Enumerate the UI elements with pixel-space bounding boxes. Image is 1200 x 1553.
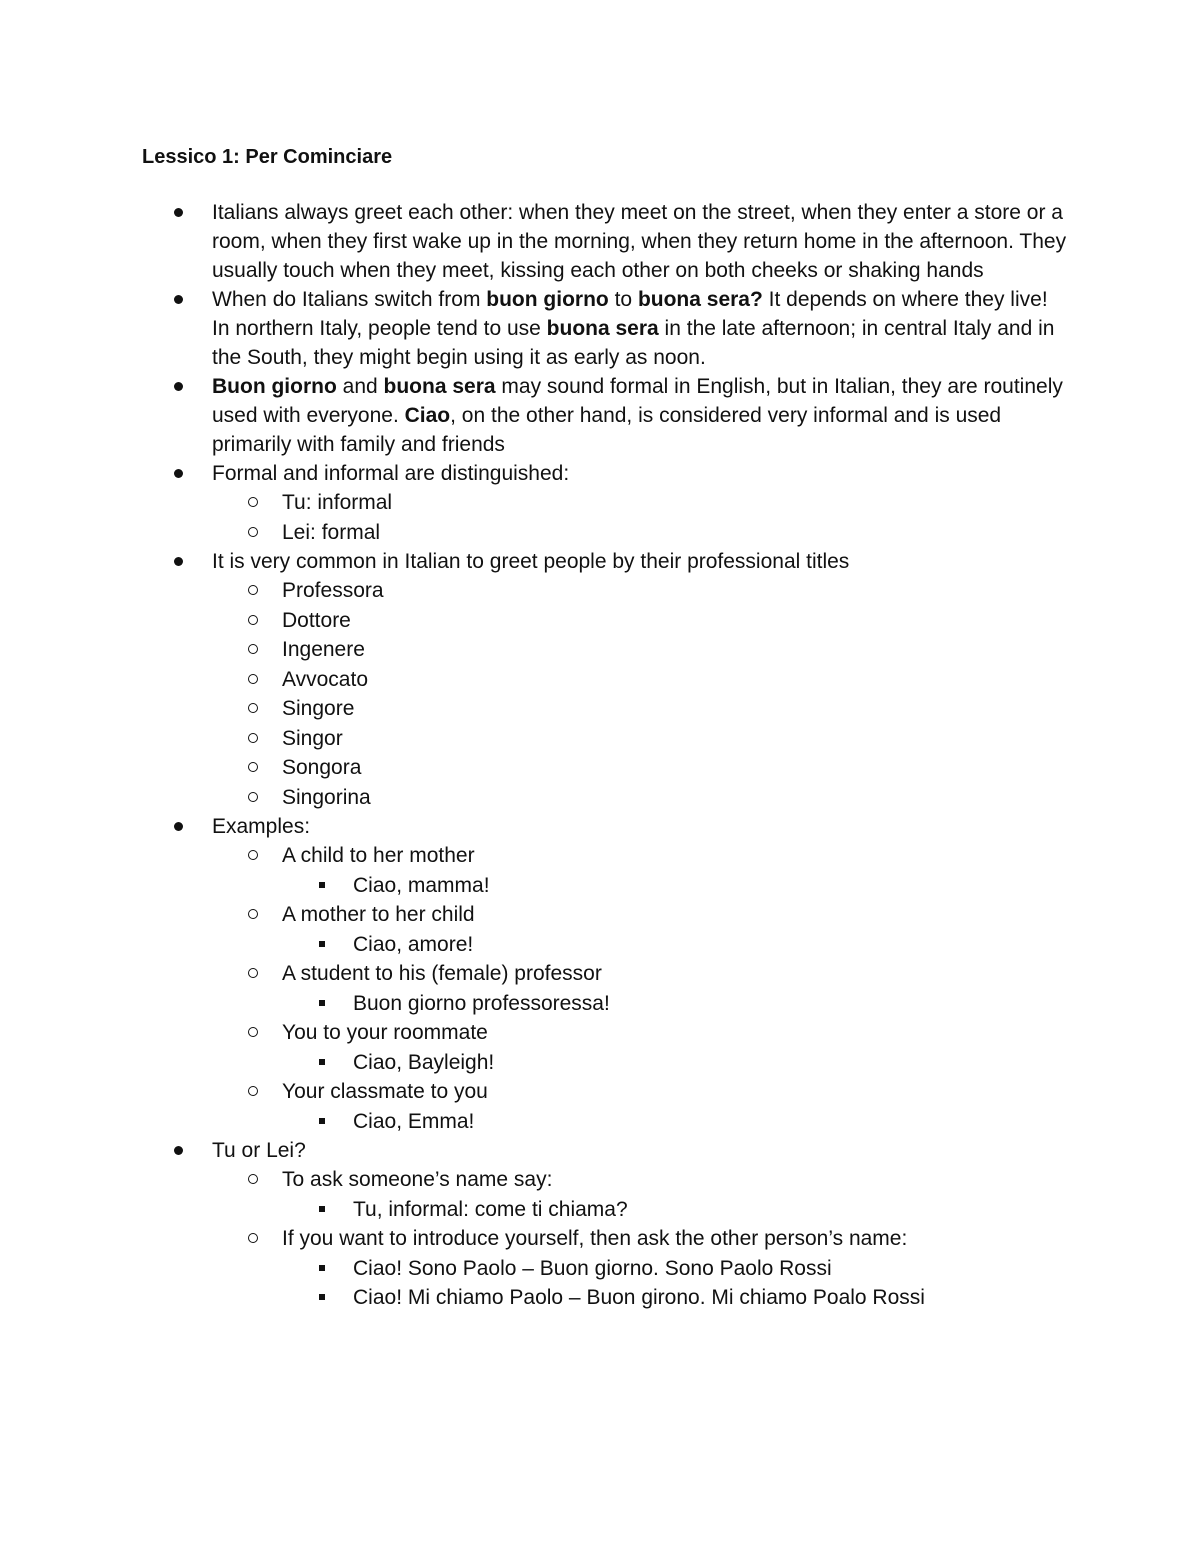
sub-item-text: A mother to her child: [282, 903, 475, 926]
bullet-marker: [174, 469, 183, 478]
list-item: [0, 285, 1068, 372]
sub-item: [212, 635, 1068, 665]
sub-item-text: Avvocato: [282, 667, 368, 691]
sub-item-text: To ask someone’s name say:: [282, 1168, 553, 1191]
list-item: [0, 547, 1068, 812]
sub-sub-list: [282, 1107, 1068, 1137]
item-text-part: and: [336, 375, 384, 398]
circle-marker: [248, 497, 258, 507]
circle-marker: [248, 674, 258, 684]
example-text: Ciao, Bayleigh!: [353, 1050, 495, 1074]
bold-term: Ciao: [404, 404, 451, 427]
item-text-part: may sound formal in English, but in Italian, they are routinely used with everyone.: [212, 375, 1063, 427]
sub-item: [212, 783, 1068, 813]
sub-item-text: Your classmate to you: [282, 1080, 488, 1103]
item-text: Examples:: [212, 815, 311, 838]
list-item: [0, 459, 1068, 547]
sub-sub-list: [282, 1195, 1068, 1225]
bullet-marker: [174, 1146, 183, 1155]
example-text: Ciao, mamma!: [353, 873, 490, 897]
sub-item: [212, 518, 1068, 548]
example-item: [282, 1107, 1068, 1137]
sub-item: [212, 694, 1068, 724]
circle-marker: [248, 1233, 258, 1243]
sub-item: [212, 1077, 1068, 1136]
example-text: Buon giorno professoressa!: [353, 991, 610, 1015]
square-marker: [319, 1206, 325, 1212]
sub-item-text: Dottore: [282, 608, 351, 632]
circle-marker: [248, 968, 258, 978]
circle-marker: [248, 733, 258, 743]
circle-marker: [248, 585, 258, 595]
circle-marker: [248, 909, 258, 919]
list-item: [0, 198, 1068, 285]
example-item: [282, 989, 1068, 1019]
example-text: Ciao, Emma!: [353, 1109, 475, 1133]
item-text: Formal and informal are distinguished:: [212, 462, 570, 485]
item-text-part: in the late afternoon; in central Italy and in the South, they might begin using it as early as noon.: [212, 317, 1055, 369]
sub-item: [212, 606, 1068, 636]
sub-item-text: Ingenere: [282, 638, 365, 661]
sub-item-text: A child to her mother: [282, 844, 475, 867]
circle-marker: [248, 527, 258, 537]
sub-item-text: Lei: formal: [282, 520, 381, 544]
list-item: [0, 812, 1068, 1136]
circle-marker: [248, 850, 258, 860]
sub-item-text: Singorina: [282, 785, 371, 809]
sub-item: [212, 841, 1068, 900]
square-marker: [319, 1118, 325, 1124]
example-item: [282, 871, 1068, 901]
circle-marker: [248, 792, 258, 802]
circle-marker: [248, 762, 258, 772]
sub-item: [212, 576, 1068, 606]
square-marker: [319, 882, 325, 888]
bullet-marker: [174, 295, 183, 304]
sub-item: [212, 488, 1068, 518]
item-text: It is very common in Italian to greet people by their professional titles: [212, 550, 850, 573]
sub-item: [212, 724, 1068, 754]
bullet-list: [0, 198, 1200, 1313]
sub-item-text: A student to his (female) professor: [282, 962, 602, 985]
bold-term: buona sera: [383, 375, 496, 398]
square-marker: [319, 1000, 325, 1006]
sub-item: [212, 1165, 1068, 1224]
sub-item-text: Professora: [282, 579, 384, 602]
example-item: [282, 1283, 1068, 1313]
item-text: Tu or Lei?: [212, 1139, 306, 1162]
example-text: Ciao, amore!: [353, 932, 474, 956]
bold-term: buon giorno: [486, 288, 609, 311]
sub-item: [212, 665, 1068, 695]
sub-list: [212, 576, 1068, 812]
circle-marker: [248, 1027, 258, 1037]
example-item: [282, 1195, 1068, 1225]
bold-term: Buon giorno: [212, 375, 337, 398]
square-marker: [319, 1294, 325, 1300]
sub-sub-list: [282, 930, 1068, 960]
item-text-part: , on the other hand, is considered very informal and is used primarily with family and friends: [212, 404, 1002, 456]
circle-marker: [248, 615, 258, 625]
document-title: Lessico 1: Per Cominciare: [142, 146, 393, 168]
sub-item-text: Singor: [282, 726, 343, 750]
example-text: Ciao! Sono Paolo – Buon giorno. Sono Paolo Rossi: [353, 1256, 832, 1280]
square-marker: [319, 1265, 325, 1271]
sub-list: [212, 1165, 1068, 1313]
sub-item: [212, 900, 1068, 959]
item-text-part: When do Italians switch from: [212, 288, 487, 311]
sub-sub-list: [282, 989, 1068, 1019]
item-text-part: It depends on where they live! In northern Italy, people tend to use: [212, 288, 1048, 340]
circle-marker: [248, 1086, 258, 1096]
bullet-marker: [174, 822, 183, 831]
bullet-marker: [174, 557, 183, 566]
example-item: [282, 930, 1068, 960]
sub-item: [212, 1224, 1068, 1313]
list-item: [0, 1136, 1068, 1313]
sub-item: [212, 753, 1068, 783]
sub-item: [212, 959, 1068, 1018]
example-text: Ciao! Mi chiamo Paolo – Buon girono. Mi chiamo Poalo Rossi: [353, 1286, 925, 1309]
sub-item: [212, 1018, 1068, 1077]
sub-list: [212, 488, 1068, 547]
item-text: Italians always greet each other: when they meet on the street, when they enter a store or a room, when they first wake up in the morning, when they return home in the afternoon. They usually touch when they meet, kissing each other on both cheeks or shaking hands: [212, 201, 1067, 282]
sub-sub-list: [282, 1254, 1068, 1313]
sub-item-text: You to your roommate: [282, 1021, 488, 1044]
list-item: [0, 372, 1068, 459]
example-text: Tu, informal: come ti chiama?: [353, 1197, 628, 1221]
sub-item-text: Tu: informal: [282, 491, 393, 514]
circle-marker: [248, 1174, 258, 1184]
sub-item-text: Songora: [282, 756, 362, 779]
sub-list: [212, 841, 1068, 1136]
example-item: [282, 1048, 1068, 1078]
square-marker: [319, 941, 325, 947]
bold-term: buona sera: [546, 317, 659, 340]
example-item: [282, 1254, 1068, 1284]
bullet-marker: [174, 208, 183, 217]
circle-marker: [248, 703, 258, 713]
circle-marker: [248, 644, 258, 654]
sub-item-text: If you want to introduce yourself, then ask the other person’s name:: [282, 1227, 908, 1250]
square-marker: [319, 1059, 325, 1065]
item-text-part: to: [608, 288, 638, 311]
bold-term: buona sera?: [637, 288, 763, 311]
sub-sub-list: [282, 871, 1068, 901]
sub-sub-list: [282, 1048, 1068, 1078]
sub-item-text: Singore: [282, 697, 355, 720]
bullet-marker: [174, 382, 183, 391]
